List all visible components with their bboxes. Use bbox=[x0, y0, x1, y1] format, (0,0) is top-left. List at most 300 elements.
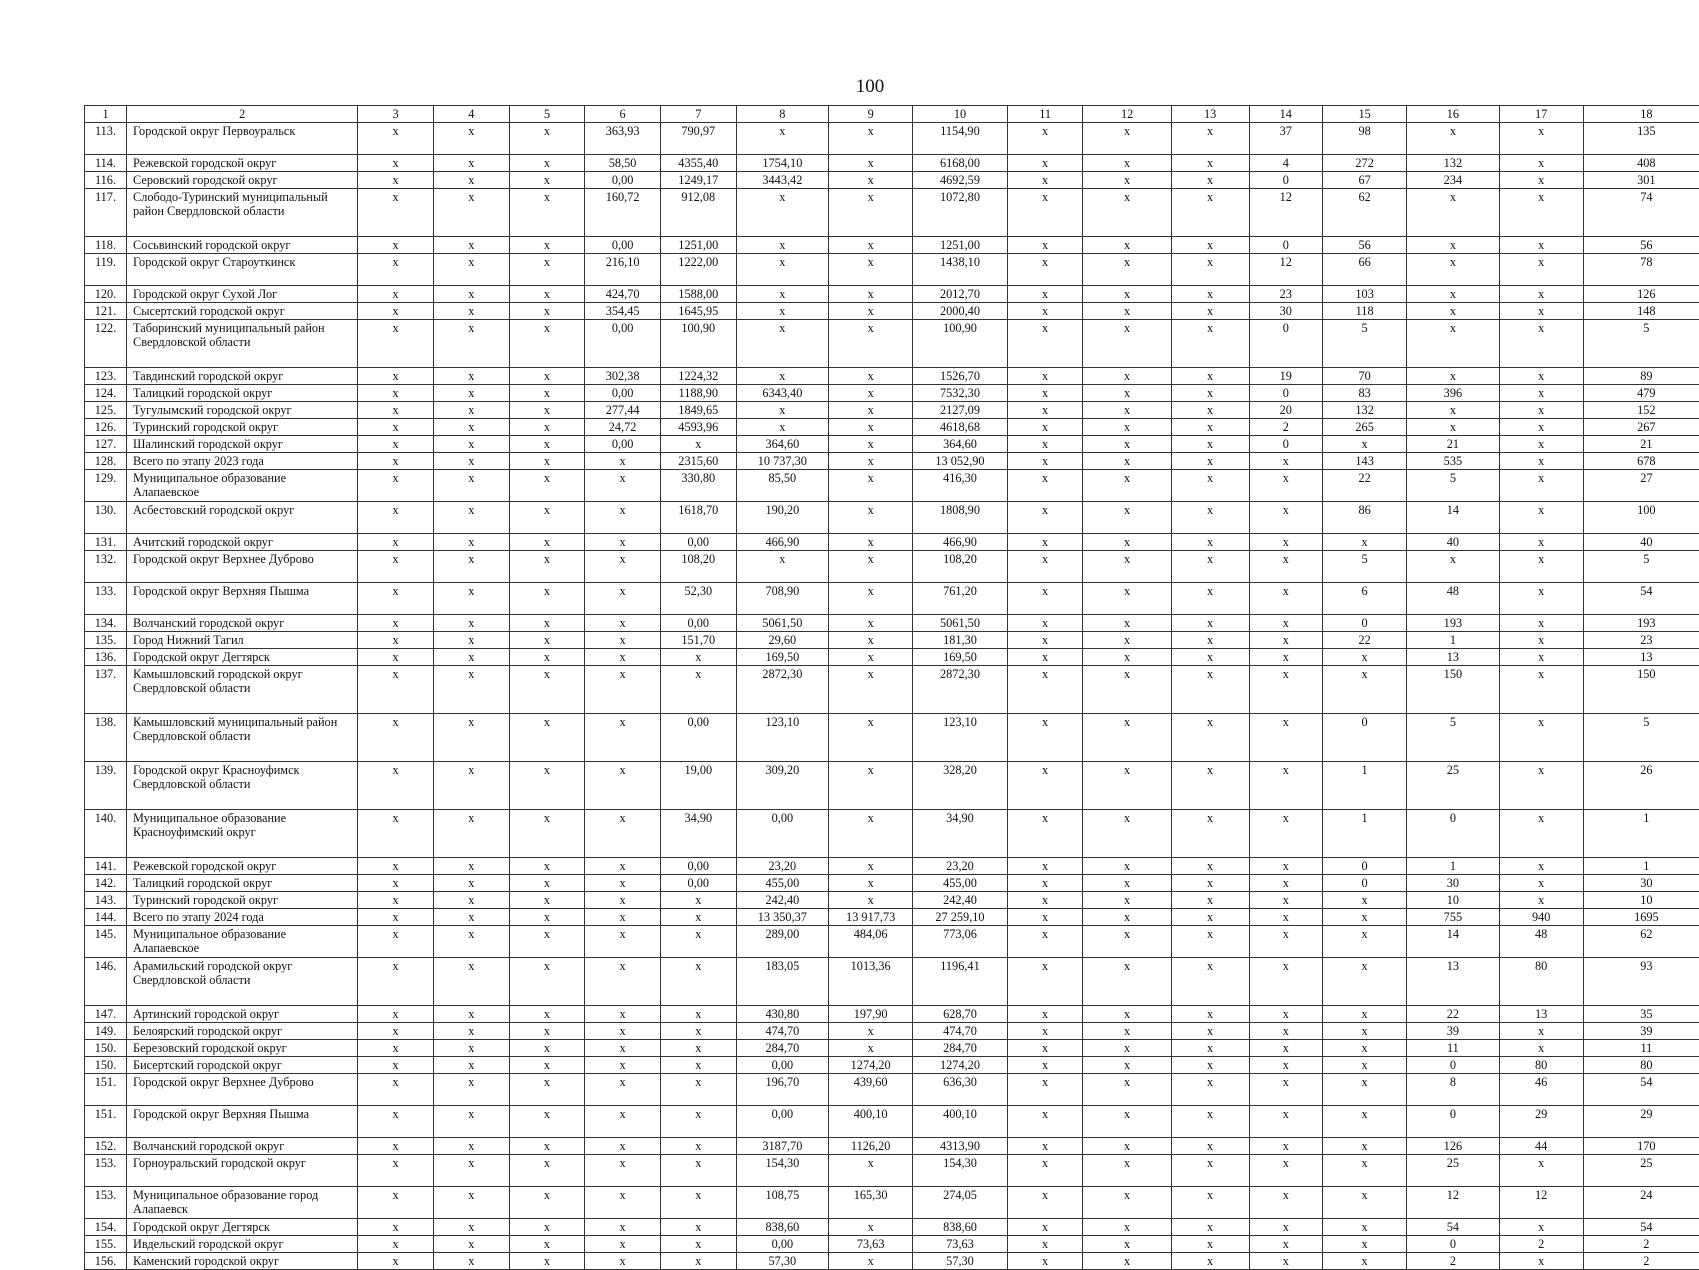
value-cell: х bbox=[1323, 666, 1407, 714]
value-cell: х bbox=[433, 402, 509, 419]
value-cell: х bbox=[1407, 368, 1499, 385]
value-cell: 1222,00 bbox=[660, 254, 736, 286]
value-cell: х bbox=[585, 909, 661, 926]
value-cell: х bbox=[509, 1006, 585, 1023]
value-cell: 1013,36 bbox=[829, 958, 913, 1006]
row-number-cell: 136. bbox=[85, 649, 127, 666]
municipality-name-cell: Муниципальное образование Алапаевское bbox=[127, 470, 358, 502]
value-cell: х bbox=[660, 1187, 736, 1219]
value-cell: х bbox=[1083, 909, 1171, 926]
value-cell: 98 bbox=[1323, 123, 1407, 155]
value-cell: х bbox=[1249, 632, 1323, 649]
value-cell: 2012,70 bbox=[913, 286, 1008, 303]
value-cell: 85,50 bbox=[736, 470, 828, 502]
value-cell: х bbox=[509, 402, 585, 419]
value-cell: х bbox=[358, 1138, 434, 1155]
value-cell: х bbox=[358, 1040, 434, 1057]
municipality-name-cell: Городской округ Верхняя Пышма bbox=[127, 1106, 358, 1138]
value-cell: 265 bbox=[1323, 419, 1407, 436]
municipality-name-cell: Ивдельский городской округ bbox=[127, 1236, 358, 1253]
value-cell: х bbox=[1171, 1155, 1249, 1187]
value-cell: х bbox=[358, 286, 434, 303]
value-cell: х bbox=[1083, 649, 1171, 666]
row-number-cell: 128. bbox=[85, 453, 127, 470]
value-cell: х bbox=[1171, 875, 1249, 892]
value-cell: х bbox=[509, 189, 585, 237]
value-cell: х bbox=[585, 551, 661, 583]
value-cell: х bbox=[1171, 123, 1249, 155]
value-cell: х bbox=[1249, 958, 1323, 1006]
value-cell: х bbox=[1007, 632, 1083, 649]
value-cell: х bbox=[358, 875, 434, 892]
value-cell: х bbox=[1171, 172, 1249, 189]
value-cell: 1754,10 bbox=[736, 155, 828, 172]
value-cell: х bbox=[585, 1253, 661, 1270]
value-cell: х bbox=[1323, 1253, 1407, 1270]
municipality-name-cell: Тугулымский городской округ bbox=[127, 402, 358, 419]
value-cell: 0,00 bbox=[736, 810, 828, 858]
row-number-cell: 139. bbox=[85, 762, 127, 810]
value-cell: х bbox=[660, 1155, 736, 1187]
value-cell: 912,08 bbox=[660, 189, 736, 237]
value-cell: х bbox=[509, 453, 585, 470]
value-cell: х bbox=[433, 1057, 509, 1074]
value-cell: х bbox=[433, 303, 509, 320]
row-number-cell: 153. bbox=[85, 1187, 127, 1219]
value-cell: х bbox=[1007, 534, 1083, 551]
value-cell: х bbox=[509, 1219, 585, 1236]
value-cell: х bbox=[1171, 402, 1249, 419]
value-cell: х bbox=[433, 551, 509, 583]
value-cell: 25 bbox=[1407, 762, 1499, 810]
value-cell: х bbox=[358, 1236, 434, 1253]
value-cell: 52,30 bbox=[660, 583, 736, 615]
value-cell: х bbox=[509, 436, 585, 453]
value-cell: 57,30 bbox=[736, 1253, 828, 1270]
value-cell: х bbox=[1499, 402, 1583, 419]
value-cell: х bbox=[1323, 1219, 1407, 1236]
value-cell: х bbox=[433, 714, 509, 762]
value-cell: х bbox=[1249, 858, 1323, 875]
value-cell: х bbox=[358, 254, 434, 286]
value-cell: х bbox=[1007, 237, 1083, 254]
value-cell: 108,75 bbox=[736, 1187, 828, 1219]
value-cell: 44 bbox=[1499, 1138, 1583, 1155]
value-cell: х bbox=[1249, 1187, 1323, 1219]
value-cell: 1 bbox=[1323, 810, 1407, 858]
value-cell: х bbox=[585, 1219, 661, 1236]
value-cell: х bbox=[736, 189, 828, 237]
value-cell: х bbox=[358, 1023, 434, 1040]
value-cell: х bbox=[1171, 1236, 1249, 1253]
value-cell: х bbox=[1171, 237, 1249, 254]
value-cell: 23,20 bbox=[913, 858, 1008, 875]
value-cell: 636,30 bbox=[913, 1074, 1008, 1106]
value-cell: 2315,60 bbox=[660, 453, 736, 470]
value-cell: х bbox=[1083, 615, 1171, 632]
value-cell: х bbox=[1007, 303, 1083, 320]
value-cell: х bbox=[1083, 1219, 1171, 1236]
table-row bbox=[85, 958, 1699, 1006]
value-cell: 30 bbox=[1249, 303, 1323, 320]
value-cell: х bbox=[1171, 1253, 1249, 1270]
value-cell: х bbox=[829, 1040, 913, 1057]
municipality-name-cell: Камышловский городской округ Свердловской области bbox=[127, 666, 358, 714]
value-cell: х bbox=[1499, 714, 1583, 762]
value-cell: 2 bbox=[1407, 1253, 1499, 1270]
value-cell: х bbox=[1083, 583, 1171, 615]
value-cell: х bbox=[509, 502, 585, 534]
table-row bbox=[85, 1106, 1699, 1138]
table-row bbox=[85, 123, 1699, 155]
table-row bbox=[85, 1023, 1699, 1040]
municipality-name-cell: Талицкий городской округ bbox=[127, 875, 358, 892]
value-cell: 25 bbox=[1583, 1155, 1699, 1187]
value-cell: 0 bbox=[1323, 615, 1407, 632]
value-cell: 13 bbox=[1407, 958, 1499, 1006]
table-row bbox=[85, 1138, 1699, 1155]
value-cell: х bbox=[585, 470, 661, 502]
table-row bbox=[85, 1006, 1699, 1023]
value-cell: х bbox=[660, 1236, 736, 1253]
municipality-name-cell: Всего по этапу 2023 года bbox=[127, 453, 358, 470]
value-cell: х bbox=[1171, 1040, 1249, 1057]
value-cell: х bbox=[1083, 762, 1171, 810]
value-cell: 1154,90 bbox=[913, 123, 1008, 155]
municipality-name-cell: Город Нижний Тагил bbox=[127, 632, 358, 649]
value-cell: х bbox=[1171, 1219, 1249, 1236]
value-cell: х bbox=[1171, 436, 1249, 453]
value-cell: х bbox=[1083, 1040, 1171, 1057]
value-cell: 1251,00 bbox=[913, 237, 1008, 254]
value-cell: х bbox=[1083, 189, 1171, 237]
value-cell: 272 bbox=[1323, 155, 1407, 172]
value-cell: х bbox=[358, 649, 434, 666]
value-cell: х bbox=[358, 1219, 434, 1236]
value-cell: 21 bbox=[1407, 436, 1499, 453]
value-cell: х bbox=[358, 858, 434, 875]
value-cell: 56 bbox=[1323, 237, 1407, 254]
value-cell: х bbox=[1499, 1253, 1583, 1270]
value-cell: х bbox=[358, 237, 434, 254]
row-number-cell: 117. bbox=[85, 189, 127, 237]
value-cell: х bbox=[585, 534, 661, 551]
value-cell: х bbox=[1007, 254, 1083, 286]
value-cell: 0,00 bbox=[585, 237, 661, 254]
value-cell: х bbox=[509, 1040, 585, 1057]
value-cell: х bbox=[1083, 666, 1171, 714]
value-cell: 11 bbox=[1583, 1040, 1699, 1057]
value-cell: 430,80 bbox=[736, 1006, 828, 1023]
row-number-cell: 130. bbox=[85, 502, 127, 534]
value-cell: х bbox=[660, 1057, 736, 1074]
value-cell: 364,60 bbox=[736, 436, 828, 453]
value-cell: х bbox=[1007, 583, 1083, 615]
value-cell: х bbox=[736, 254, 828, 286]
municipality-name-cell: Городской округ Дегтярск bbox=[127, 1219, 358, 1236]
value-cell: х bbox=[433, 155, 509, 172]
table-row bbox=[85, 1074, 1699, 1106]
value-cell: х bbox=[358, 436, 434, 453]
value-cell: 39 bbox=[1583, 1023, 1699, 1040]
value-cell: 126 bbox=[1407, 1138, 1499, 1155]
column-header-cell: 8 bbox=[736, 106, 828, 123]
value-cell: 34,90 bbox=[913, 810, 1008, 858]
value-cell: х bbox=[433, 1187, 509, 1219]
value-cell: 74 bbox=[1583, 189, 1699, 237]
value-cell: х bbox=[358, 958, 434, 1006]
value-cell: х bbox=[1083, 1236, 1171, 1253]
value-cell: 11 bbox=[1407, 1040, 1499, 1057]
value-cell: 1274,20 bbox=[829, 1057, 913, 1074]
value-cell: 2 bbox=[1499, 1236, 1583, 1253]
value-cell: х bbox=[1171, 419, 1249, 436]
municipality-name-cell: Туринский городской округ bbox=[127, 419, 358, 436]
value-cell: х bbox=[1249, 1074, 1323, 1106]
value-cell: х bbox=[1171, 368, 1249, 385]
value-cell: х bbox=[1083, 534, 1171, 551]
value-cell: х bbox=[736, 368, 828, 385]
value-cell: х bbox=[358, 385, 434, 402]
value-cell: х bbox=[1007, 502, 1083, 534]
row-number-cell: 146. bbox=[85, 958, 127, 1006]
municipality-name-cell: Артинский городской округ bbox=[127, 1006, 358, 1023]
municipality-name-cell: Городской округ Староуткинск bbox=[127, 254, 358, 286]
row-number-cell: 113. bbox=[85, 123, 127, 155]
value-cell: 678 bbox=[1583, 453, 1699, 470]
value-cell: х bbox=[1007, 385, 1083, 402]
value-cell: 123,10 bbox=[913, 714, 1008, 762]
value-cell: х bbox=[509, 123, 585, 155]
municipality-name-cell: Волчанский городской округ bbox=[127, 615, 358, 632]
value-cell: х bbox=[433, 436, 509, 453]
value-cell: х bbox=[1499, 419, 1583, 436]
value-cell: 328,20 bbox=[913, 762, 1008, 810]
value-cell: х bbox=[358, 1074, 434, 1106]
value-cell: 761,20 bbox=[913, 583, 1008, 615]
value-cell: х bbox=[1007, 1006, 1083, 1023]
value-cell: 21 bbox=[1583, 436, 1699, 453]
municipality-name-cell: Арамильский городской округ Свердловской области bbox=[127, 958, 358, 1006]
value-cell: 143 bbox=[1323, 453, 1407, 470]
value-cell: х bbox=[1083, 237, 1171, 254]
value-cell: х bbox=[1083, 1106, 1171, 1138]
row-number-cell: 131. bbox=[85, 534, 127, 551]
value-cell: х bbox=[433, 1138, 509, 1155]
row-number-cell: 151. bbox=[85, 1074, 127, 1106]
value-cell: 5 bbox=[1583, 551, 1699, 583]
value-cell: 284,70 bbox=[913, 1040, 1008, 1057]
value-cell: х bbox=[358, 1187, 434, 1219]
value-cell: х bbox=[1407, 419, 1499, 436]
value-cell: х bbox=[1007, 1138, 1083, 1155]
value-cell: х bbox=[358, 551, 434, 583]
value-cell: х bbox=[660, 1040, 736, 1057]
value-cell: х bbox=[509, 714, 585, 762]
column-header-cell: 18 bbox=[1583, 106, 1699, 123]
value-cell: 5 bbox=[1583, 320, 1699, 368]
value-cell: 24,72 bbox=[585, 419, 661, 436]
value-cell: х bbox=[585, 615, 661, 632]
value-cell: х bbox=[1249, 1138, 1323, 1155]
value-cell: х bbox=[829, 402, 913, 419]
value-cell: х bbox=[358, 368, 434, 385]
value-cell: 83 bbox=[1323, 385, 1407, 402]
value-cell: 10 737,30 bbox=[736, 453, 828, 470]
municipality-name-cell: Городской округ Верхнее Дуброво bbox=[127, 1074, 358, 1106]
table-row bbox=[85, 762, 1699, 810]
value-cell: 58,50 bbox=[585, 155, 661, 172]
value-cell: 25 bbox=[1407, 1155, 1499, 1187]
value-cell: 0,00 bbox=[736, 1106, 828, 1138]
value-cell: х bbox=[1083, 419, 1171, 436]
value-cell: 14 bbox=[1407, 926, 1499, 958]
value-cell: х bbox=[1083, 1057, 1171, 1074]
value-cell: х bbox=[1407, 551, 1499, 583]
column-header-cell: 11 bbox=[1007, 106, 1083, 123]
value-cell: 80 bbox=[1499, 1057, 1583, 1074]
value-cell: х bbox=[1171, 1074, 1249, 1106]
municipality-name-cell: Городской округ Сухой Лог bbox=[127, 286, 358, 303]
value-cell: 35 bbox=[1583, 1006, 1699, 1023]
value-cell: 1808,90 bbox=[913, 502, 1008, 534]
value-cell: 5 bbox=[1323, 320, 1407, 368]
row-number-cell: 126. bbox=[85, 419, 127, 436]
value-cell: 0,00 bbox=[660, 534, 736, 551]
value-cell: 19 bbox=[1249, 368, 1323, 385]
column-header-cell: 6 bbox=[585, 106, 661, 123]
value-cell: 0 bbox=[1249, 436, 1323, 453]
value-cell: х bbox=[1083, 402, 1171, 419]
municipality-name-cell: Серовский городской округ bbox=[127, 172, 358, 189]
value-cell: х bbox=[585, 810, 661, 858]
value-cell: х bbox=[433, 189, 509, 237]
value-cell: 93 bbox=[1583, 958, 1699, 1006]
value-cell: х bbox=[433, 453, 509, 470]
value-cell: х bbox=[433, 286, 509, 303]
value-cell: 169,50 bbox=[913, 649, 1008, 666]
value-cell: 1126,20 bbox=[829, 1138, 913, 1155]
value-cell: х bbox=[1007, 1253, 1083, 1270]
value-cell: 29,60 bbox=[736, 632, 828, 649]
value-cell: 0 bbox=[1249, 385, 1323, 402]
value-cell: х bbox=[585, 583, 661, 615]
value-cell: х bbox=[1171, 649, 1249, 666]
value-cell: 73,63 bbox=[829, 1236, 913, 1253]
value-cell: х bbox=[358, 470, 434, 502]
value-cell: х bbox=[660, 1253, 736, 1270]
value-cell: 1695 bbox=[1583, 909, 1699, 926]
value-cell: х bbox=[1499, 632, 1583, 649]
value-cell: х bbox=[660, 1006, 736, 1023]
value-cell: 234 bbox=[1407, 172, 1499, 189]
value-cell: 0 bbox=[1249, 237, 1323, 254]
value-cell: х bbox=[433, 502, 509, 534]
value-cell: 535 bbox=[1407, 453, 1499, 470]
value-cell: х bbox=[1171, 858, 1249, 875]
value-cell: х bbox=[1323, 958, 1407, 1006]
row-number-cell: 151. bbox=[85, 1106, 127, 1138]
value-cell: х bbox=[509, 419, 585, 436]
value-cell: х bbox=[1499, 534, 1583, 551]
value-cell: 6343,40 bbox=[736, 385, 828, 402]
value-cell: 5 bbox=[1407, 470, 1499, 502]
value-cell: 1072,80 bbox=[913, 189, 1008, 237]
value-cell: х bbox=[1007, 551, 1083, 583]
value-cell: х bbox=[736, 303, 828, 320]
value-cell: х bbox=[1083, 810, 1171, 858]
municipality-name-cell: Туринский городской округ bbox=[127, 892, 358, 909]
row-number-cell: 150. bbox=[85, 1057, 127, 1074]
value-cell: х bbox=[829, 632, 913, 649]
table-row bbox=[85, 1155, 1699, 1187]
value-cell: х bbox=[1007, 470, 1083, 502]
value-cell: х bbox=[1007, 1155, 1083, 1187]
value-cell: х bbox=[660, 649, 736, 666]
value-cell: 267 bbox=[1583, 419, 1699, 436]
value-cell: х bbox=[358, 583, 434, 615]
value-cell: х bbox=[829, 368, 913, 385]
value-cell: х bbox=[1083, 551, 1171, 583]
value-cell: х bbox=[585, 1155, 661, 1187]
value-cell: х bbox=[1323, 1106, 1407, 1138]
value-cell: 474,70 bbox=[736, 1023, 828, 1040]
value-cell: х bbox=[1249, 1155, 1323, 1187]
value-cell: 284,70 bbox=[736, 1040, 828, 1057]
value-cell: х bbox=[1007, 189, 1083, 237]
value-cell: 1 bbox=[1323, 762, 1407, 810]
value-cell: 66 bbox=[1323, 254, 1407, 286]
value-cell: х bbox=[1007, 286, 1083, 303]
value-cell: 309,20 bbox=[736, 762, 828, 810]
value-cell: х bbox=[509, 155, 585, 172]
value-cell: 1 bbox=[1407, 858, 1499, 875]
value-cell: х bbox=[358, 189, 434, 237]
value-cell: х bbox=[433, 892, 509, 909]
value-cell: х bbox=[358, 419, 434, 436]
value-cell: х bbox=[358, 402, 434, 419]
value-cell: х bbox=[1007, 875, 1083, 892]
value-cell: 160,72 bbox=[585, 189, 661, 237]
value-cell: х bbox=[1007, 436, 1083, 453]
value-cell: х bbox=[1083, 858, 1171, 875]
table-row bbox=[85, 534, 1699, 551]
row-number-cell: 140. bbox=[85, 810, 127, 858]
value-cell: х bbox=[829, 1253, 913, 1270]
row-number-cell: 119. bbox=[85, 254, 127, 286]
value-cell: х bbox=[1171, 892, 1249, 909]
value-cell: х bbox=[1171, 926, 1249, 958]
value-cell: х bbox=[1007, 1074, 1083, 1106]
municipality-name-cell: Слободо-Туринский муниципальный район Свердловской области bbox=[127, 189, 358, 237]
value-cell: 838,60 bbox=[913, 1219, 1008, 1236]
value-cell: 6 bbox=[1323, 583, 1407, 615]
value-cell: х bbox=[660, 892, 736, 909]
value-cell: х bbox=[585, 502, 661, 534]
value-cell: х bbox=[509, 286, 585, 303]
value-cell: х bbox=[1083, 1138, 1171, 1155]
value-cell: х bbox=[1249, 714, 1323, 762]
value-cell: х bbox=[660, 909, 736, 926]
value-cell: х bbox=[1249, 649, 1323, 666]
value-cell: х bbox=[509, 1106, 585, 1138]
data-table bbox=[84, 105, 1699, 1270]
row-number-cell: 129. bbox=[85, 470, 127, 502]
value-cell: 364,60 bbox=[913, 436, 1008, 453]
value-cell: 37 bbox=[1249, 123, 1323, 155]
table-row bbox=[85, 155, 1699, 172]
value-cell: 5 bbox=[1323, 551, 1407, 583]
